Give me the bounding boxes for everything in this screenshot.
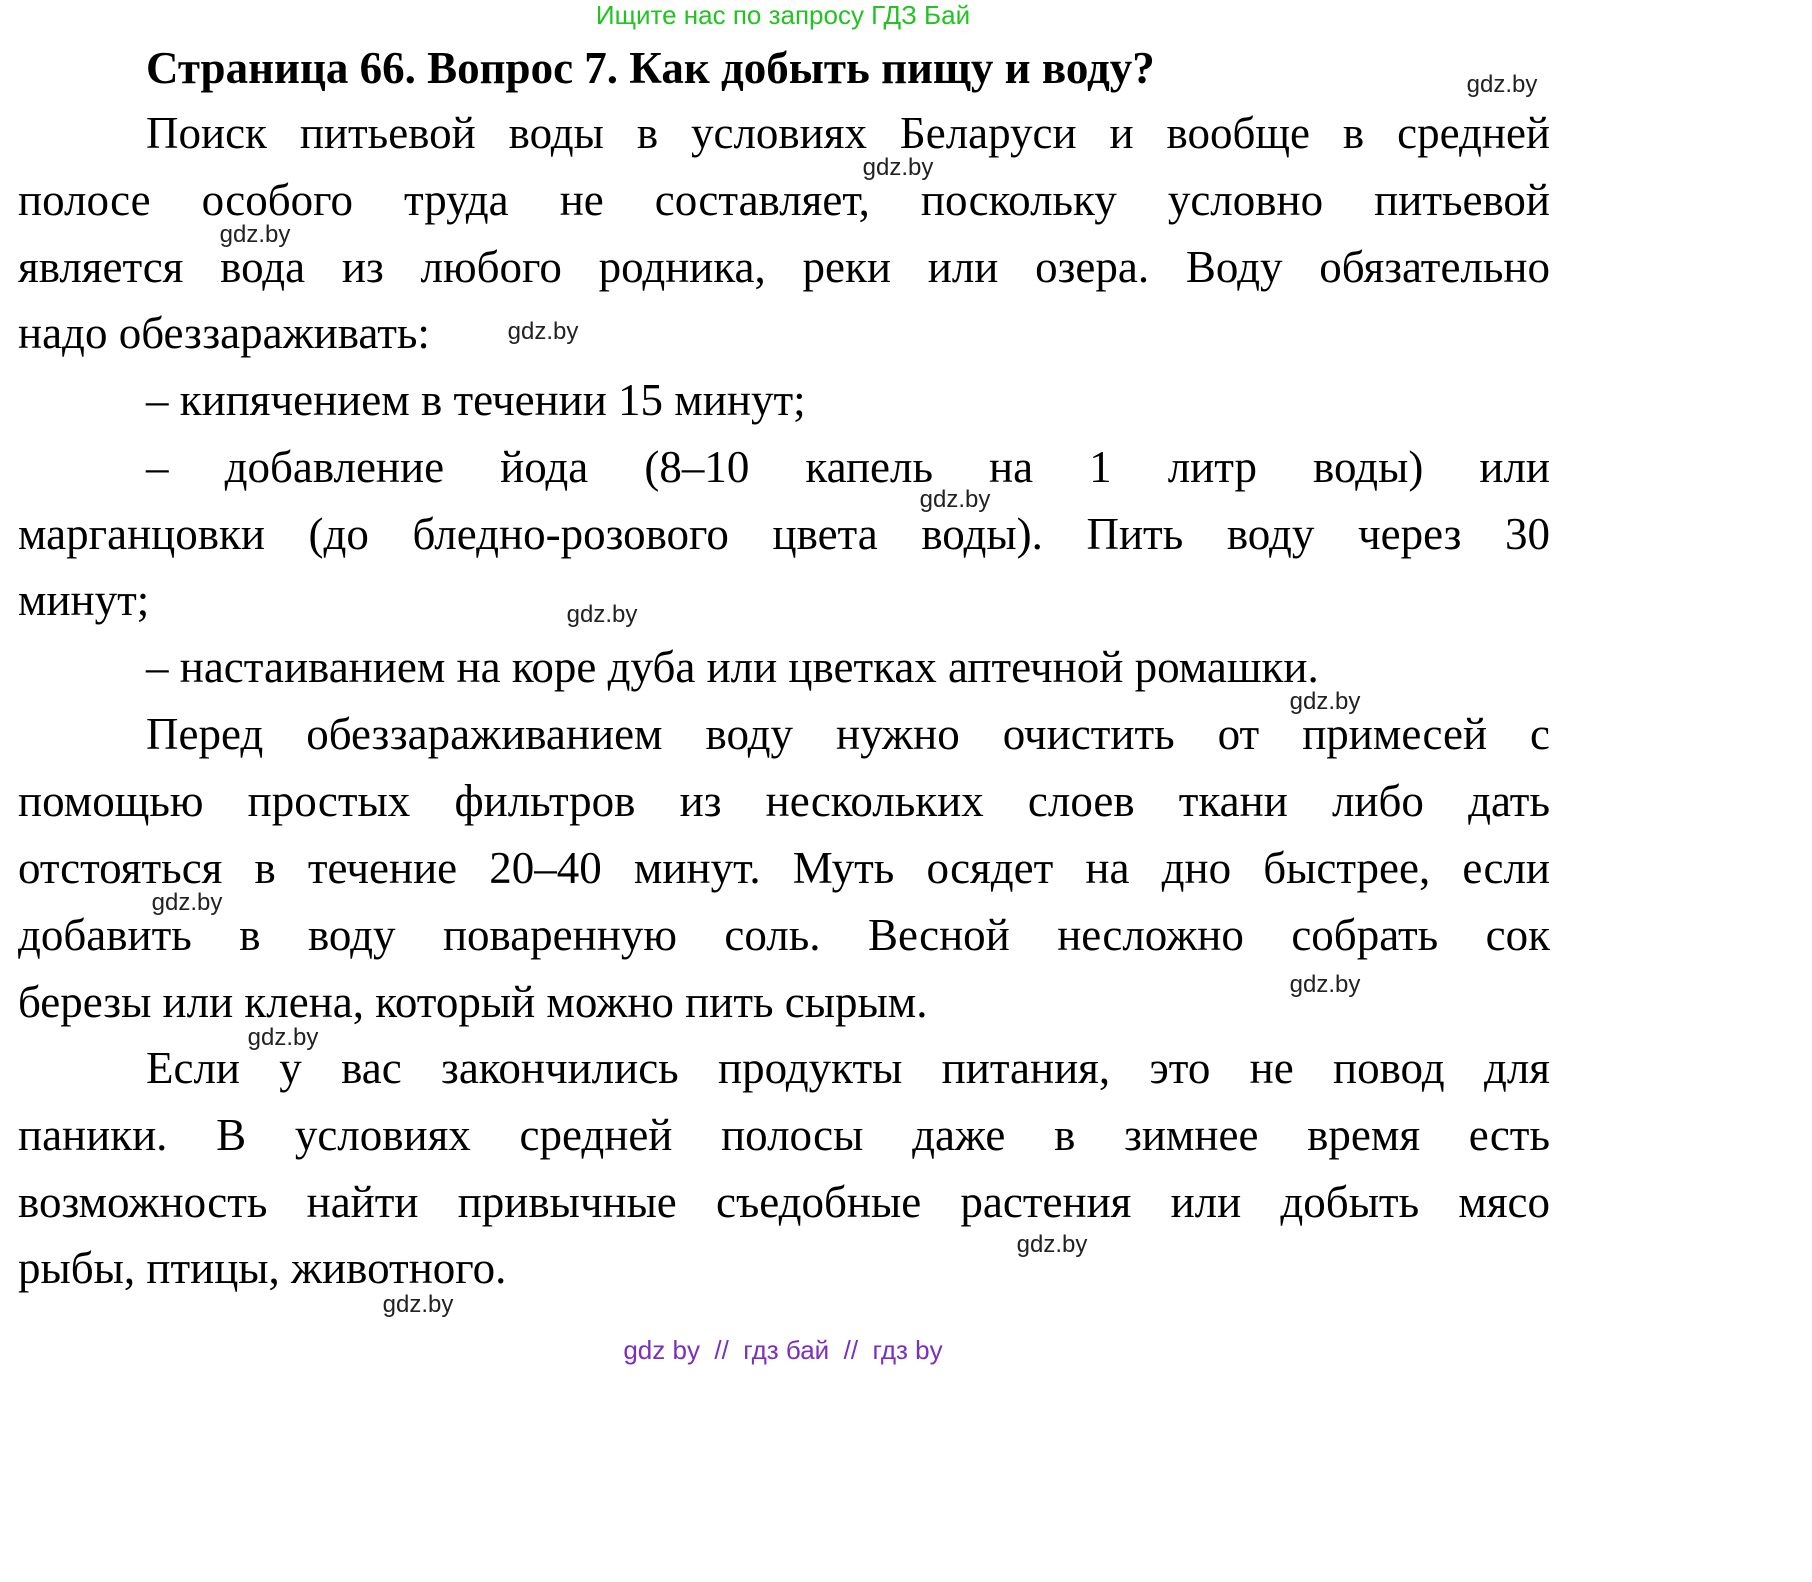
watermark-text: gdz.by	[1289, 971, 1361, 998]
watermark-text: gdz.by	[1466, 71, 1538, 98]
footer-links[interactable]: gdz by // гдз бай // гдз by	[623, 1335, 943, 1365]
text-line: Если у вас закончились продукты питания, это не повод для	[146, 1043, 1550, 1093]
text-line: является вода из любого родника, реки или озера. Воду обязательно	[18, 242, 1550, 292]
text-line: помощью простых фильтров из нескольких слоев ткани либо дать	[18, 776, 1550, 826]
text-line: – настаиванием на коре дуба или цветках аптечной ромашки.	[146, 642, 1319, 692]
text-line: добавить в воду поваренную соль. Весной несложно собрать сок	[18, 910, 1550, 960]
watermark-text: gdz.by	[1289, 688, 1361, 715]
search-banner: Ищите нас по запросу ГДЗ Бай	[595, 0, 971, 30]
text-line: минут;	[18, 575, 150, 625]
text-line: надо обеззараживать:	[18, 308, 430, 358]
text-line: отстояться в течение 20–40 минут. Муть осядет на дно быстрее, если	[18, 843, 1550, 893]
text-line: Перед обеззараживанием воду нужно очистить от примесей с	[146, 709, 1550, 759]
watermark-text: gdz.by	[919, 486, 991, 513]
text-line: – добавление йода (8–10 капель на 1 литр воды) или	[146, 442, 1550, 492]
watermark-text: gdz.by	[507, 318, 579, 345]
watermark-text: gdz.by	[862, 154, 934, 181]
text-line: полосе особого труда не составляет, поскольку условно питьевой	[18, 175, 1550, 225]
page-title: Страница 66. Вопрос 7. Как добыть пищу и воду?	[146, 43, 1155, 93]
text-line: марганцовки (до бледно-розового цвета воды). Пить воду через 30	[18, 509, 1550, 559]
text-line: Поиск питьевой воды в условиях Беларуси и вообще в средней	[146, 108, 1550, 158]
watermark-text: gdz.by	[151, 889, 223, 916]
text-line: возможность найти привычные съедобные растения или добыть мясо	[18, 1177, 1550, 1227]
watermark-text: gdz.by	[1016, 1231, 1088, 1258]
watermark-text: gdz.by	[566, 601, 638, 628]
text-line: – кипячением в течении 15 минут;	[146, 375, 806, 425]
watermark-text: gdz.by	[382, 1291, 454, 1318]
watermark-text: gdz.by	[219, 221, 291, 248]
watermark-text: gdz.by	[247, 1024, 319, 1051]
text-line: рыбы, птицы, животного.	[18, 1243, 507, 1293]
text-line: березы или клена, который можно пить сырым.	[18, 977, 928, 1027]
text-line: паники. В условиях средней полосы даже в зимнее время есть	[18, 1110, 1550, 1160]
